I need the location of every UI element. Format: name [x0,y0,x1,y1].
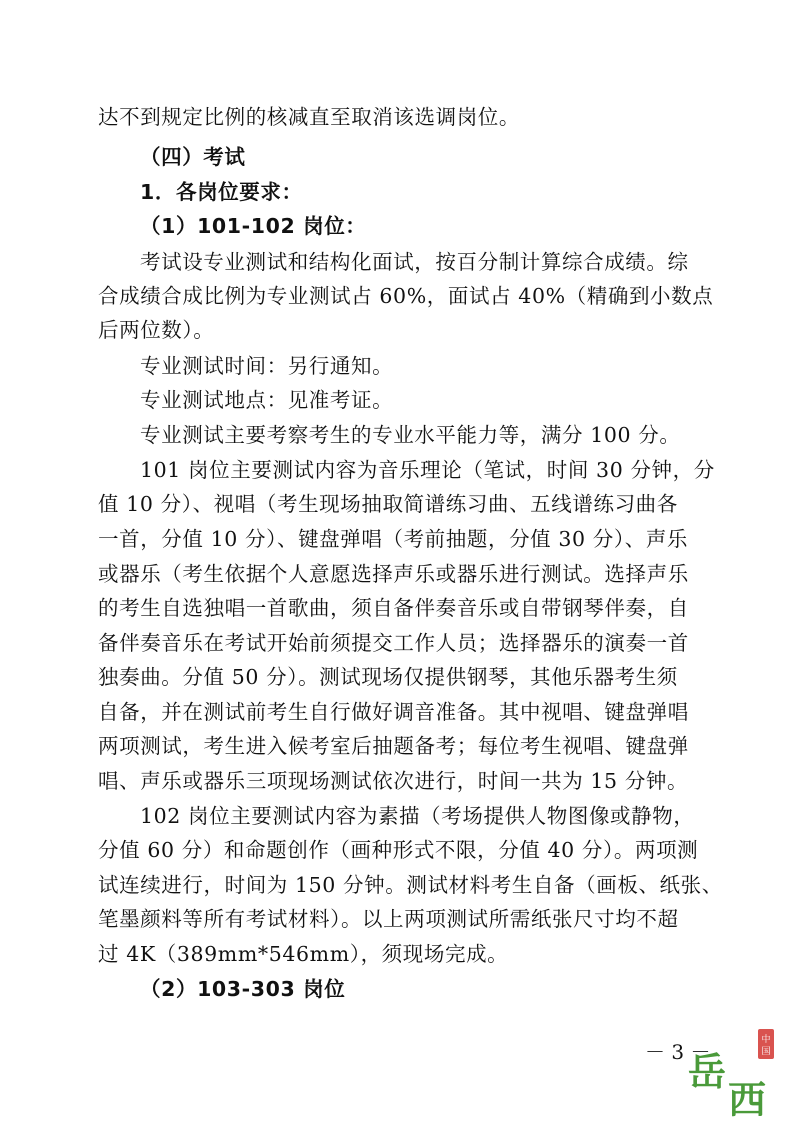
section-heading: （四）考试 [140,145,246,169]
text-line: 分值 60 分）和命题创作（画种形式不限，分值 40 分）。两项测 [98,838,699,862]
text-line: 专业测试时间：另行通知。 [140,354,394,378]
yuexi-logo-icon [680,1025,790,1120]
text-line: 达不到规定比例的核减直至取消该选调岗位。 [98,105,520,129]
page-number: － 3 － [645,1040,711,1064]
text-line: 或器乐（考生依据个人意愿选择声乐或器乐进行测试。选择声乐 [98,562,689,586]
svg-text:国: 国 [761,1047,771,1057]
text-line: 备伴奏音乐在考试开始前须提交工作人员；选择器乐的演奏一首 [98,631,689,655]
subsection-heading: 1．各岗位要求： [140,180,303,204]
text-line: 的考生自选独唱一首歌曲，须自备伴奏音乐或自带钢琴伴奏，自 [98,596,689,620]
svg-text:岳: 岳 [688,1050,727,1094]
text-line: 试连续进行，时间为 150 分钟。测试材料考生自备（画板、纸张、 [98,873,723,897]
text-line: 自备，并在测试前考生自行做好调音准备。其中视唱、键盘弹唱 [98,700,689,724]
text-line: 笔墨颜料等所有考试材料）。以上两项测试所需纸张尺寸均不超 [98,907,679,931]
text-line: 值 10 分）、视唱（考生现场抽取简谱练习曲、五线谱练习曲各 [98,492,678,516]
text-line: 两项测试，考生进入候考室后抽题备考；每位考生视唱、键盘弹 [98,734,689,758]
text-line: 一首，分值 10 分）、键盘弹唱（考前抽题，分值 30 分）、声乐 [98,527,689,551]
text-line: 101 岗位主要测试内容为音乐理论（笔试，时间 30 分钟，分 [140,458,715,482]
text-line: 102 岗位主要测试内容为素描（考场提供人物图像或静物， [140,804,695,828]
text-line: 过 4K（389mm*546mm），须现场完成。 [98,942,509,966]
text-line: 考试设专业测试和结构化面试，按百分制计算综合成绩。综 [140,250,689,274]
text-line: 唱、声乐或器乐三项现场测试依次进行，时间一共为 15 分钟。 [98,769,689,793]
subsection-heading: （2）103-303 岗位 [140,977,346,1001]
subsection-heading: （1）101-102 岗位： [140,214,367,238]
text-line: 后两位数）。 [98,318,215,342]
svg-text:西: 西 [728,1078,767,1120]
text-line: 专业测试地点：见准考证。 [140,388,394,412]
text-line: 独奏曲。分值 50 分）。测试现场仅提供钢琴，其他乐器考生须 [98,665,678,689]
text-line: 合成绩合成比例为专业测试占 60%，面试占 40%（精确到小数点 [98,284,714,308]
text-line: 专业测试主要考察考生的专业水平能力等，满分 100 分。 [140,423,681,447]
svg-text:中: 中 [761,1035,771,1045]
